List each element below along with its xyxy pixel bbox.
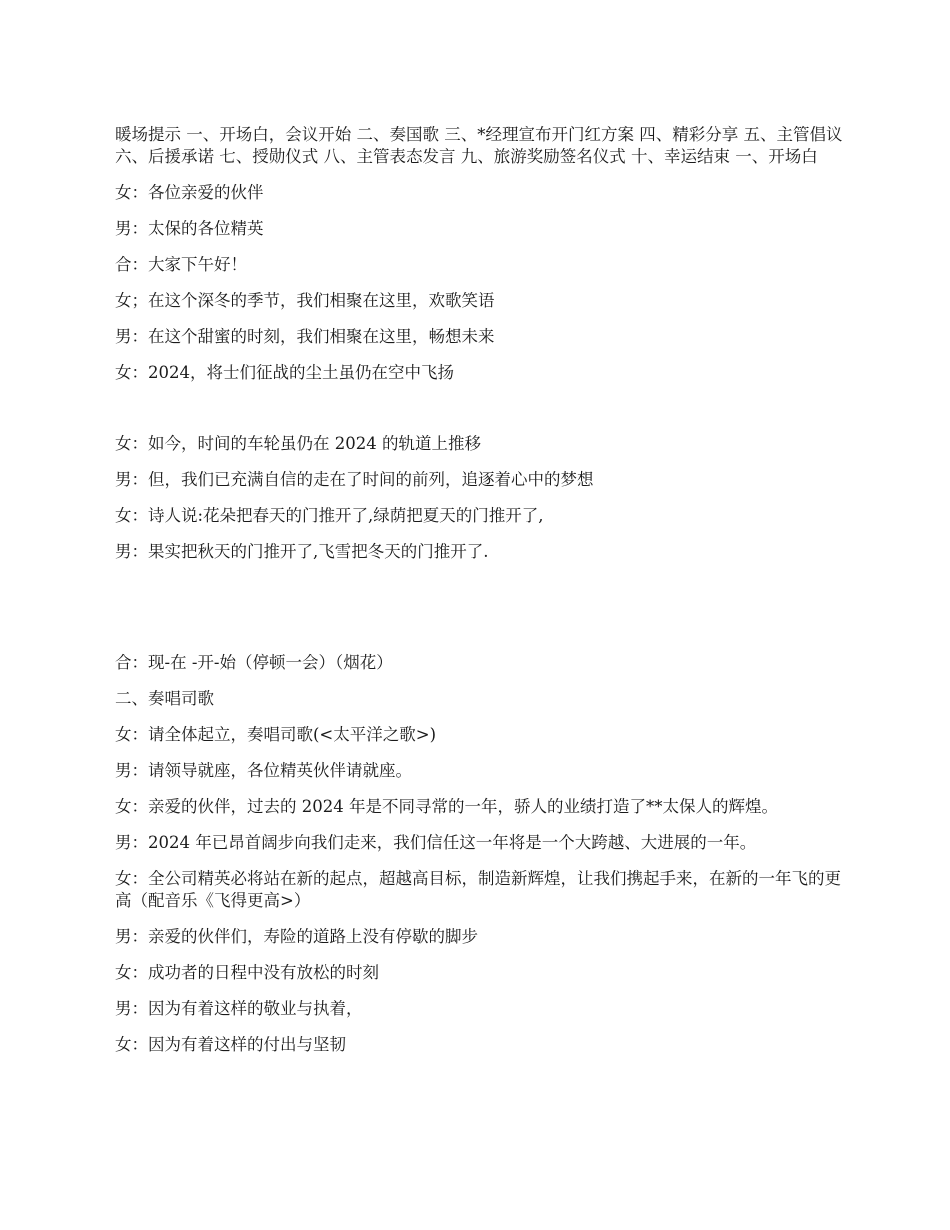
- dialogue-line: 女；在这个深冬的季节，我们相聚在这里，欢歌笑语: [115, 291, 495, 310]
- section-heading: 二、奏唱司歌: [115, 689, 214, 708]
- dialogue-line: 合：大家下午好！: [115, 255, 247, 274]
- dialogue-line: 合：现-在 -开-始（停顿一会）（烟花）: [115, 653, 393, 672]
- dialogue-line: 男：请领导就座，各位精英伙伴请就座。: [115, 761, 412, 780]
- dialogue-line: 男：在这个甜蜜的时刻，我们相聚在这里，畅想未来: [115, 327, 495, 346]
- dialogue-line: 男：2024 年已昂首阔步向我们走来，我们信任这一年将是一个大跨越、大进展的一年。: [115, 833, 757, 852]
- dialogue-line: 女：全公司精英必将站在新的起点，超越高目标，制造新辉煌，让我们携起手来，在新的一年飞的更高（配音乐《飞得更高>）: [115, 869, 841, 910]
- document-page: [115, 124, 843, 1070]
- dialogue-line: 女：诗人说:花朵把春天的门推开了,绿荫把夏天的门推开了,: [115, 506, 544, 525]
- dialogue-line: 男：果实把秋天的门推开了,飞雪把冬天的门推开了.: [115, 542, 489, 561]
- dialogue-line: 女：各位亲爱的伙伴: [115, 183, 264, 202]
- intro-paragraph: 暖场提示 一、开场白，会议开始 二、奏国歌 三、*经理宣布开门红方案 四、精彩分享 五、主管倡议 六、后援承诺 七、授勋仪式 八、主管表态发言 九、旅游奖励签名仪式 十、幸运结束 一、开场白: [115, 125, 843, 166]
- spacer: [115, 577, 843, 652]
- spacer: [115, 398, 843, 433]
- dialogue-line: 女：请全体起立，奏唱司歌(<太平洋之歌>): [115, 725, 437, 744]
- dialogue-line: 男：太保的各位精英: [115, 219, 264, 238]
- dialogue-line: 男：亲爱的伙伴们，寿险的道路上没有停歇的脚步: [115, 927, 478, 946]
- dialogue-line: 男：但，我们已充满自信的走在了时间的前列，追逐着心中的梦想: [115, 470, 594, 489]
- dialogue-line: 女：亲爱的伙伴，过去的 2024 年是不同寻常的一年，骄人的业绩打造了**太保人的辉煌。: [115, 797, 778, 816]
- dialogue-line: 女：因为有着这样的付出与坚韧: [115, 1035, 346, 1054]
- dialogue-line: 男：因为有着这样的敬业与执着，: [115, 999, 363, 1018]
- dialogue-line: 女：2024，将士们征战的尘土虽仍在空中飞扬: [115, 363, 454, 382]
- dialogue-line: 女：成功者的日程中没有放松的时刻: [115, 963, 379, 982]
- dialogue-line: 女：如今，时间的车轮虽仍在 2024 的轨道上推移: [115, 434, 481, 453]
